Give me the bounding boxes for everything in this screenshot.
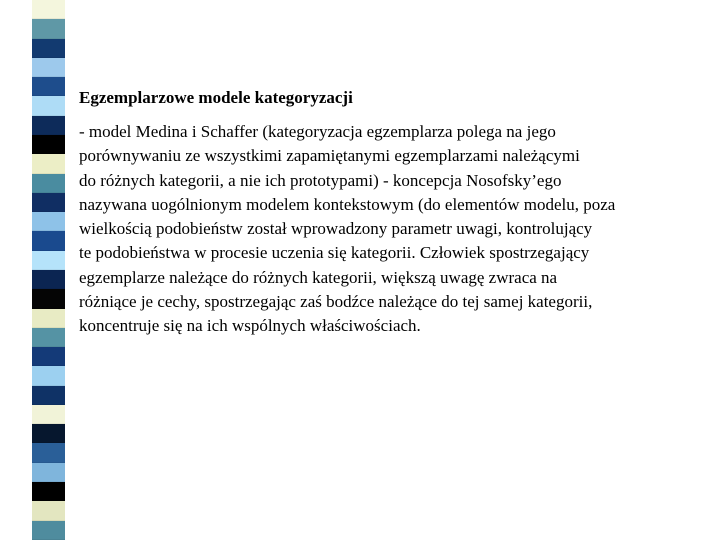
slide-title: Egzemplarzowe modele kategoryzacji <box>79 88 353 107</box>
body-text-line: do różnych kategorii, a nie ich prototypami) - koncepcja Nosofsky’ego <box>79 170 562 190</box>
stripe-segment <box>32 58 65 77</box>
stripe-segment <box>32 309 65 328</box>
stripe-segment <box>32 96 65 115</box>
stripe-segment <box>32 328 65 347</box>
stripe-segment <box>32 289 65 308</box>
stripe-segment <box>32 174 65 193</box>
stripe-segment <box>32 251 65 270</box>
stripe-segment <box>32 482 65 501</box>
body-text-line: porównywaniu ze wszystkimi zapamiętanymi egzemplarzami należącymi <box>79 146 580 166</box>
stripe-segment <box>32 231 65 250</box>
stripe-segment <box>32 347 65 366</box>
slide-content <box>79 86 715 339</box>
body-text-line: koncentruje się na ich wspólnych właściwościach. <box>79 316 421 336</box>
body-text-line: wielkością podobieństw został wprowadzony parametr uwagi, kontrolujący <box>79 219 593 239</box>
stripe-segment <box>32 154 65 173</box>
stripe-segment <box>32 405 65 424</box>
stripe-segment <box>32 19 65 38</box>
stripe-segment <box>32 193 65 212</box>
stripe-segment <box>32 135 65 154</box>
slide-body-text <box>79 120 715 339</box>
stripe-segment <box>32 0 65 19</box>
body-text-line: egzemplarze należące do różnych kategorii, większą uwagę zwraca na <box>79 267 558 287</box>
stripe-segment <box>32 386 65 405</box>
stripe-segment <box>32 212 65 231</box>
body-text-line: - model Medina i Schaffer (kategoryzacja egzemplarza polega na jego <box>79 122 556 141</box>
body-text-line: różniące je cechy, spostrzegając zaś bodźce należące do tej samej kategorii, <box>79 292 593 312</box>
stripe-segment <box>32 116 65 135</box>
body-text-line: nazywana uogólnionym modelem kontekstowym (do elementów modelu, poza <box>79 194 616 214</box>
stripe-segment <box>32 424 65 443</box>
stripe-segment <box>32 77 65 96</box>
stripe-segment <box>32 501 65 520</box>
stripe-segment <box>32 521 65 540</box>
stripe-segment <box>32 443 65 462</box>
stripe-segment <box>32 270 65 289</box>
decorative-stripe-bar <box>32 0 65 540</box>
stripe-segment <box>32 366 65 385</box>
stripe-segment <box>32 39 65 58</box>
stripe-segment <box>32 463 65 482</box>
body-text-line: te podobieństwa w procesie uczenia się kategorii. Człowiek spostrzegający <box>79 243 590 263</box>
